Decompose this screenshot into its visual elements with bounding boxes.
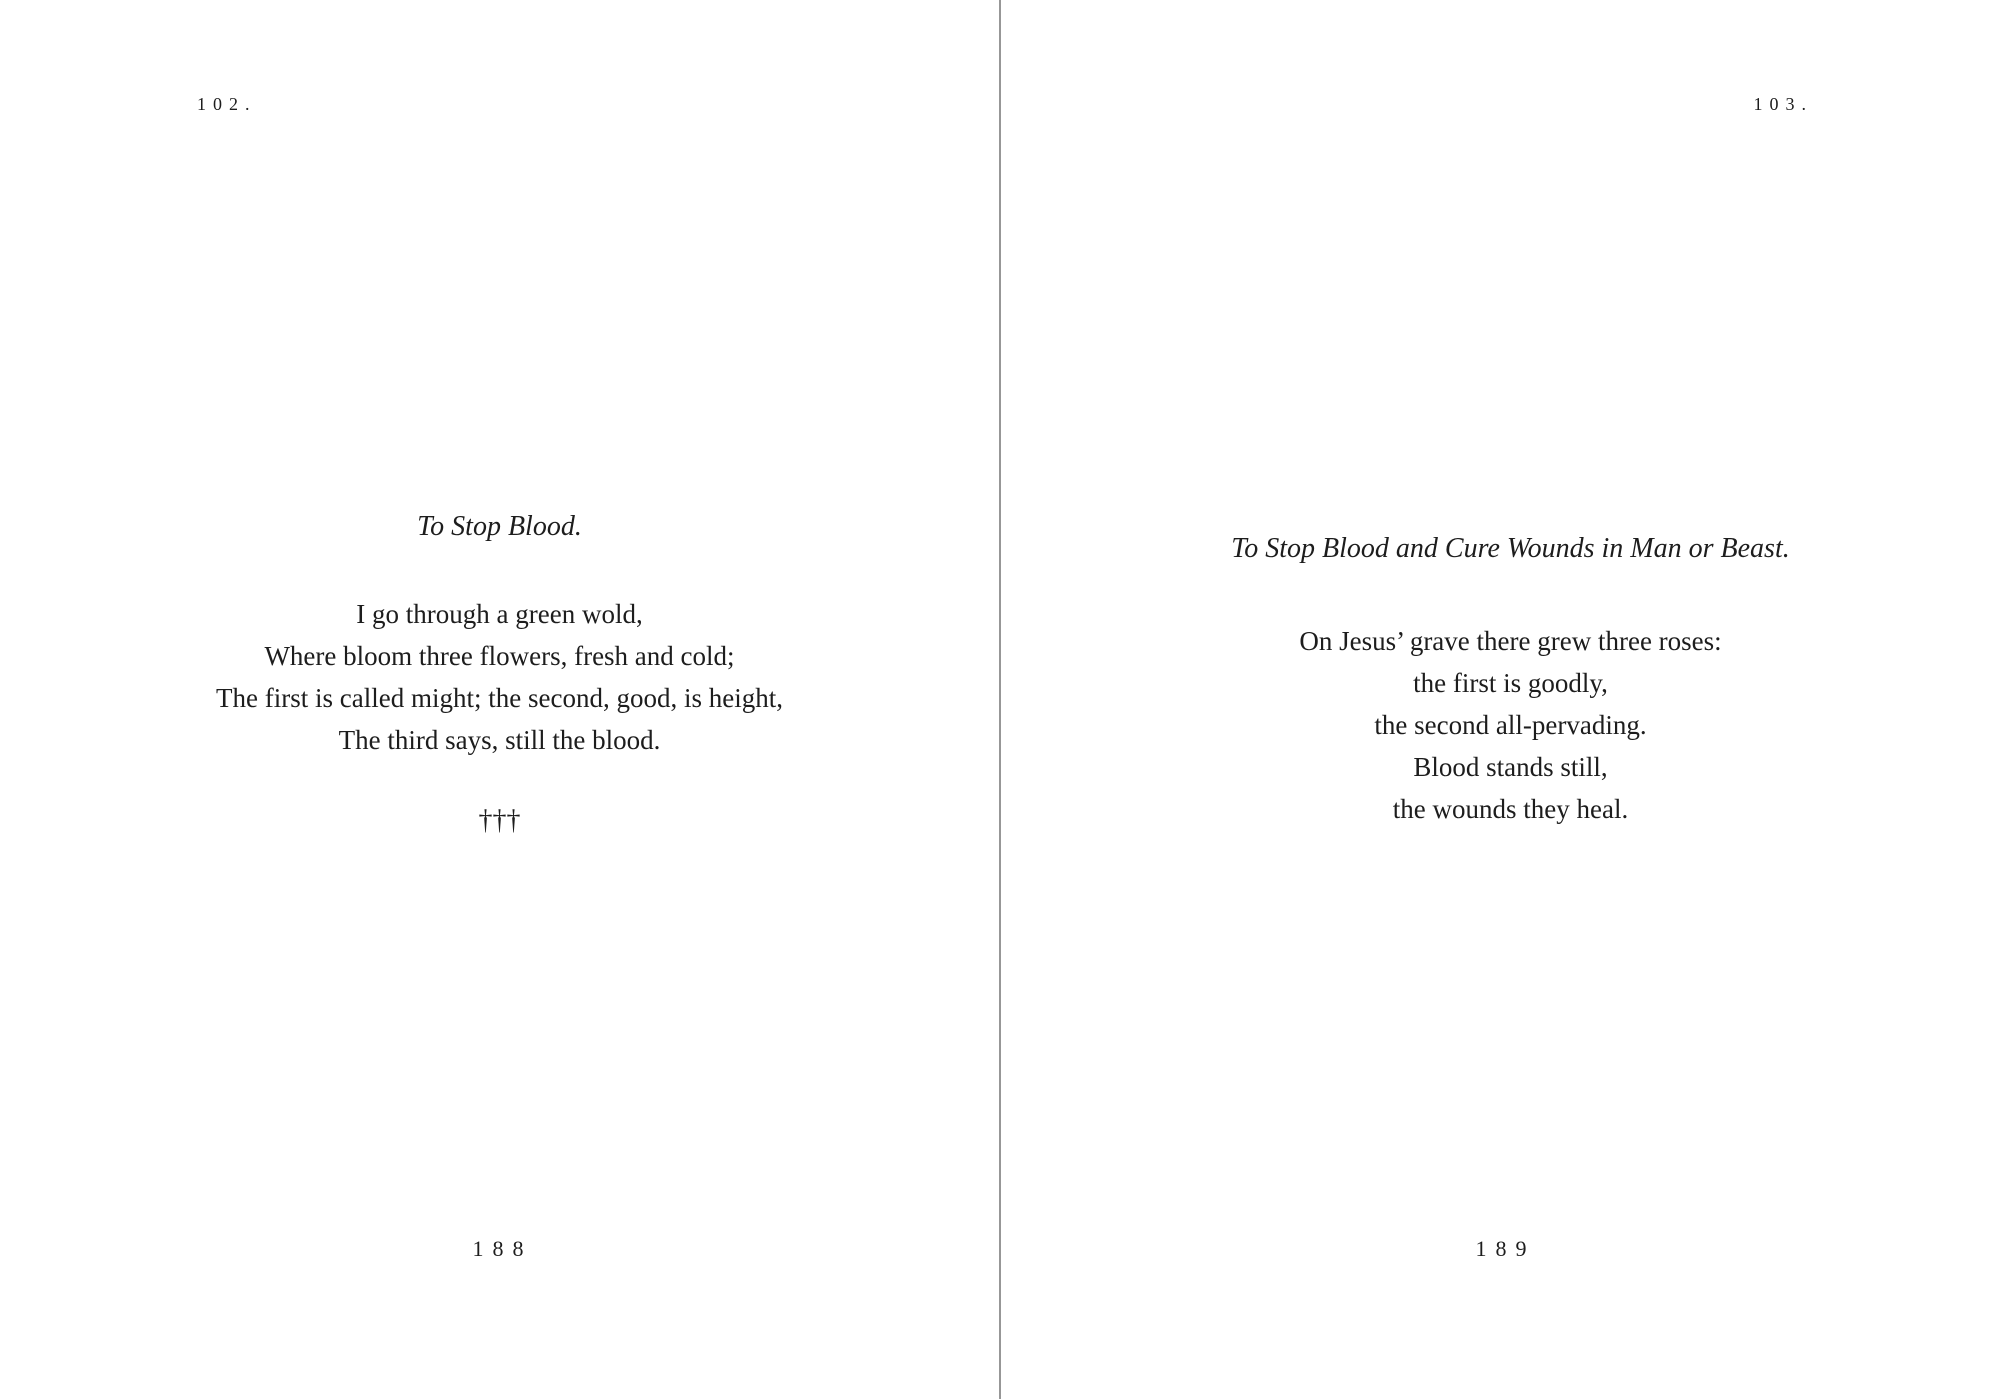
poem-line: the wounds they heal. [1392,794,1629,824]
section-number-left: 102. [197,94,257,114]
page-number-right: 189 [1475,1236,1536,1261]
poem-line: On Jesus’ grave there grew three roses: [1299,626,1722,656]
poem-title-right: To Stop Blood and Cure Wounds in Man or Beast. [1231,533,1790,564]
left-page [0,0,999,1399]
poem-right [1011,620,2000,830]
triple-dagger-mark: ††† [478,805,521,836]
poem-line: Blood stands still, [1413,752,1608,782]
poem-line: The third says, still the blood. [338,725,661,755]
section-number-right: 103. [1753,94,1813,114]
right-page [1001,0,2000,1399]
poem-left [0,593,999,761]
poem-line: the first is goodly, [1413,668,1608,698]
poem-line: I go through a green wold, [356,599,643,629]
poem-line: The first is called might; the second, good, is height, [216,683,783,713]
poem-line: Where bloom three flowers, fresh and cold; [264,641,735,671]
page-number-left: 188 [472,1236,533,1261]
poem-title-left: To Stop Blood. [417,511,582,542]
poem-line: the second all-pervading. [1374,710,1647,740]
